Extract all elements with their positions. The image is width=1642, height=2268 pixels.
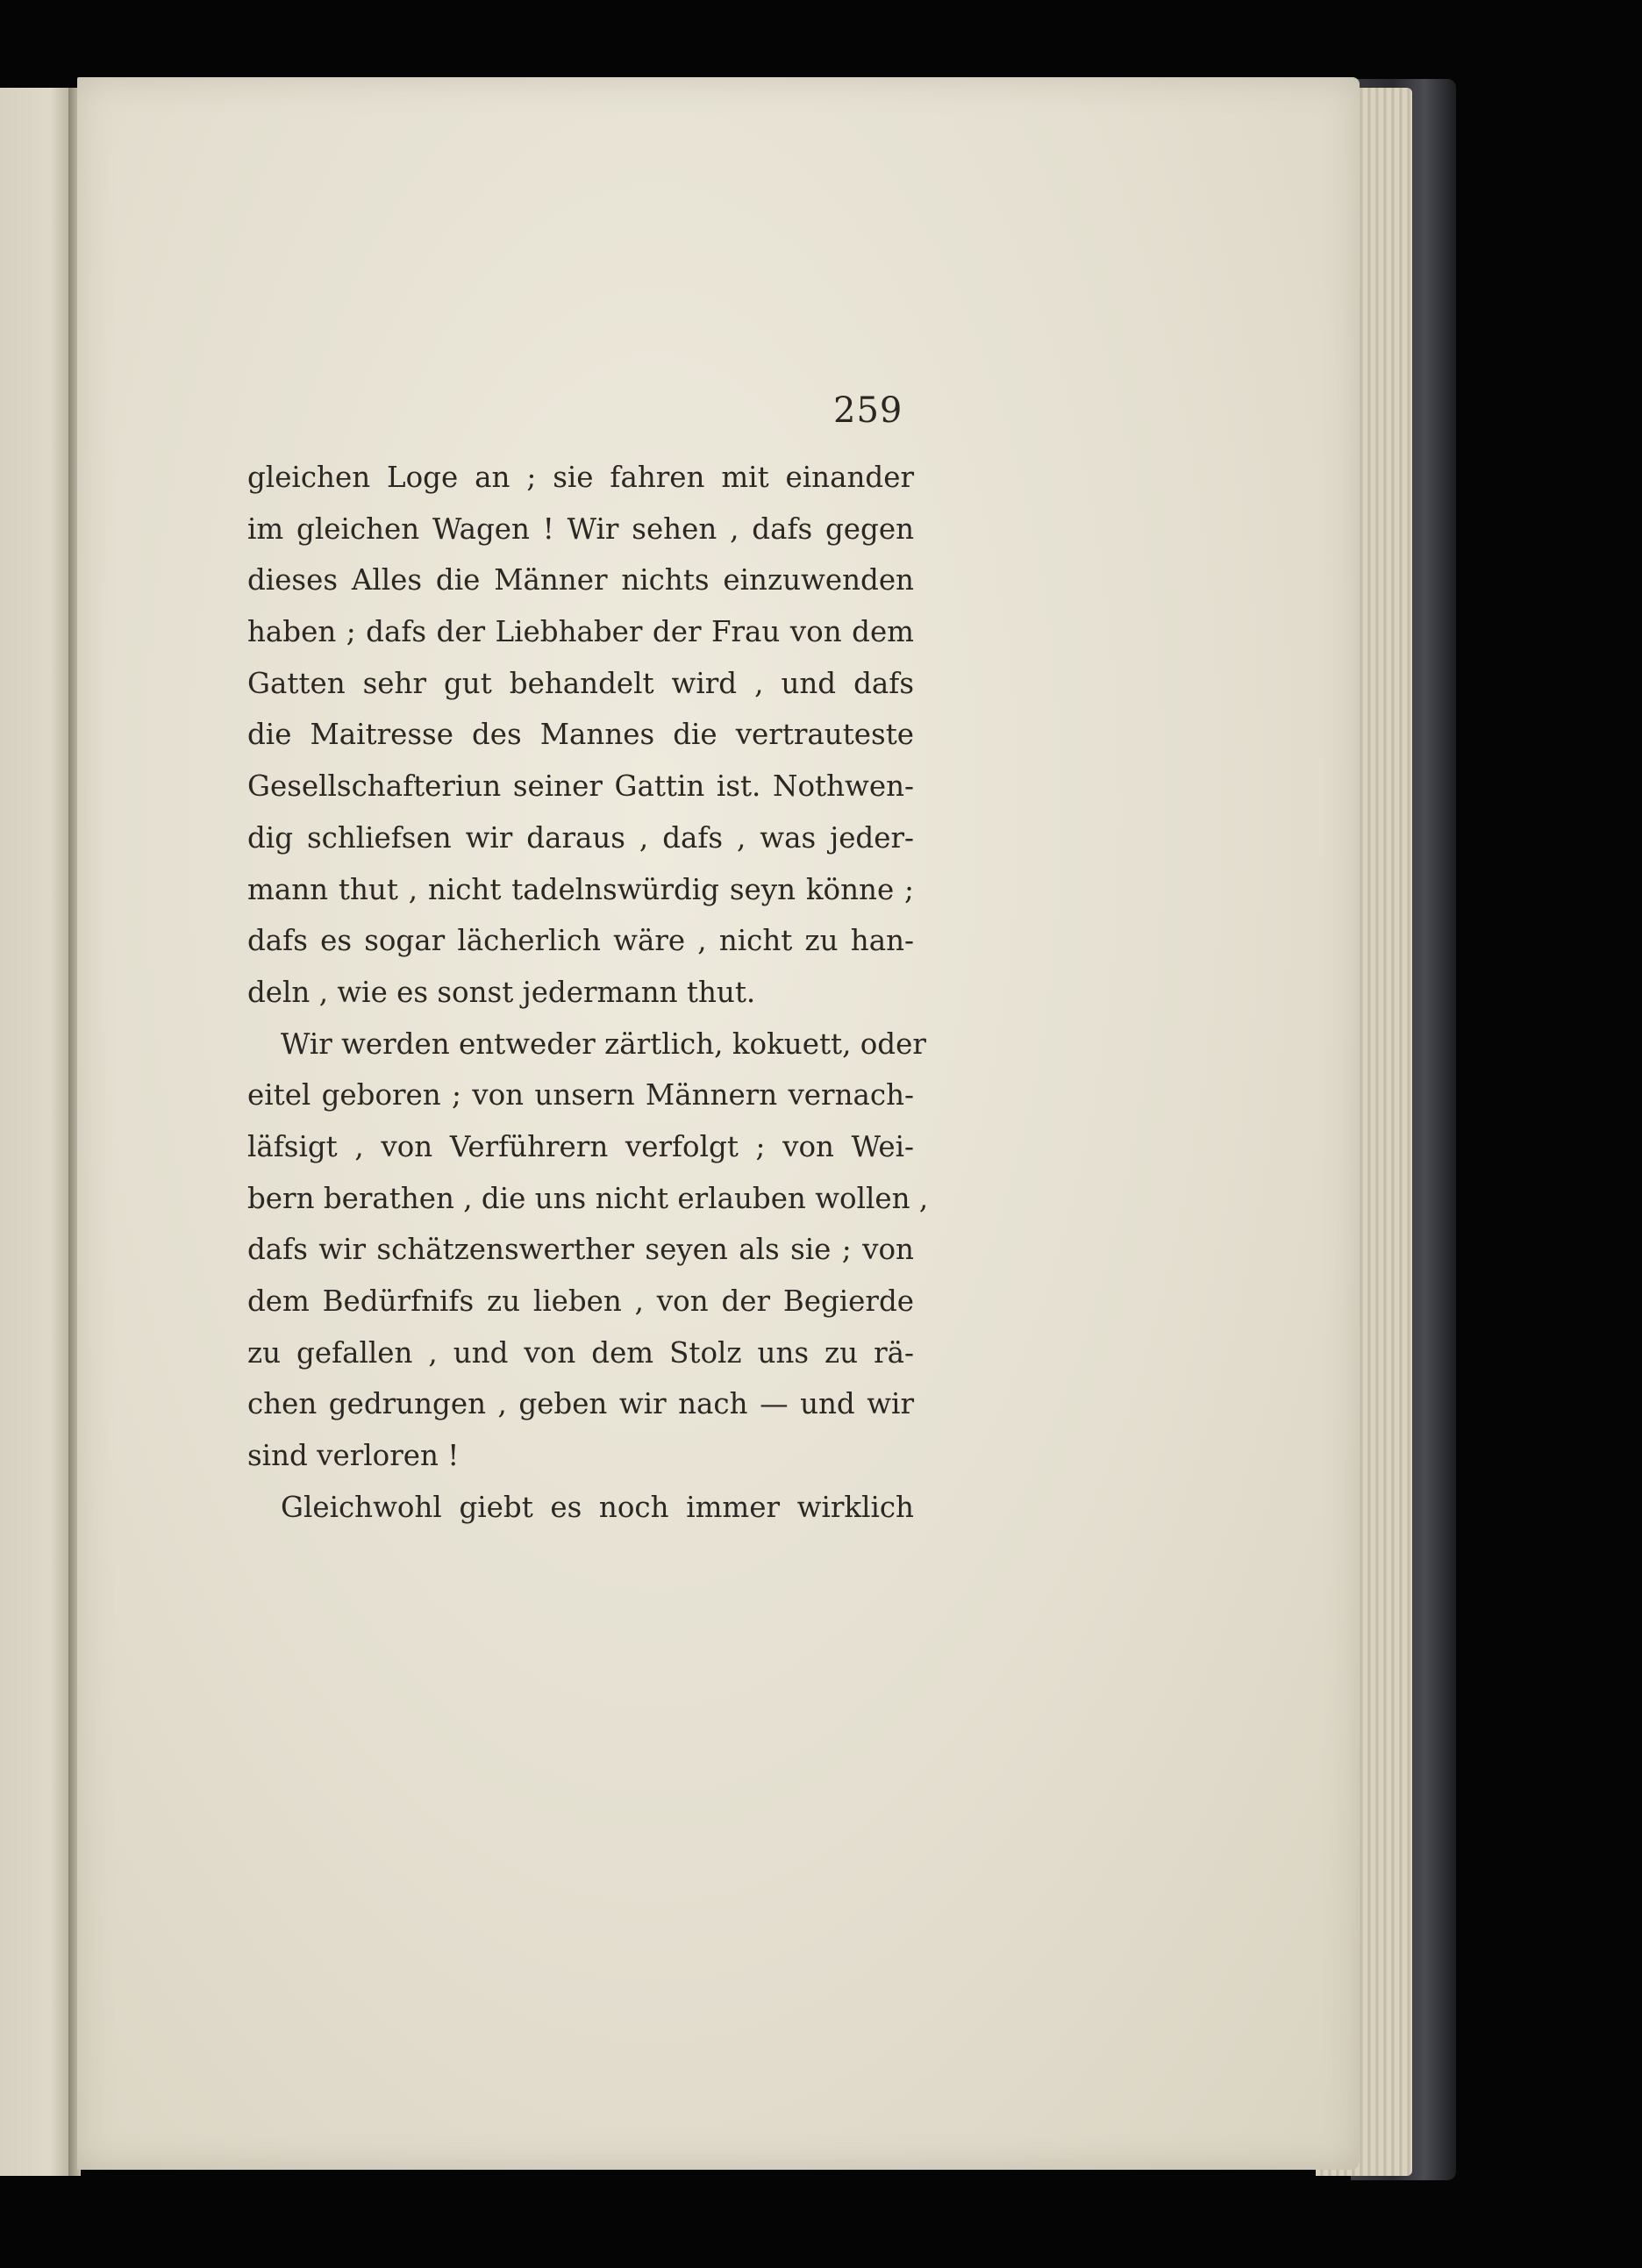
text-line: deln , wie es sonst jedermann thut. bbox=[247, 975, 756, 1009]
text-line: gleichen Loge an ; sie fahren mit einander bbox=[247, 461, 914, 494]
text-line: sind verloren ! bbox=[247, 1439, 460, 1473]
text-line: haben ; dafs der Liebhaber der Frau von dem bbox=[247, 615, 914, 649]
text-line: dieses Alles die Männer nichts einzuwenden bbox=[247, 563, 914, 597]
text-line: mann thut , nicht tadelnswürdig seyn könne ; bbox=[247, 872, 914, 906]
text-line: chen gedrungen , geben wir nach — und wir bbox=[247, 1387, 914, 1421]
text-line: eitel geboren ; von unsern Männern vernach- bbox=[247, 1078, 914, 1113]
text-line: Gleichwohl giebt es noch immer wirklich bbox=[281, 1490, 914, 1524]
text-line: Gesellschafteriun seiner Gattin ist. Nothwen- bbox=[247, 769, 914, 804]
text-line: läfsigt , von Verführern verfolgt ; von Wei- bbox=[247, 1129, 914, 1163]
text-line: zu gefallen , und von dem Stolz uns zu rä- bbox=[247, 1335, 914, 1370]
text-line: Gatten sehr gut behandelt wird , und dafs bbox=[247, 666, 914, 700]
text-line: die Maitresse des Mannes die vertrauteste bbox=[247, 718, 914, 752]
left-page-fragment bbox=[0, 88, 72, 2176]
text-line: dafs es sogar lächerlich wäre , nicht zu han- bbox=[247, 924, 914, 958]
text-line: dafs wir schätzenswerther seyen als sie ; von bbox=[247, 1233, 914, 1267]
text-line: dem Bedürfnifs zu lieben , von der Begierde bbox=[247, 1284, 914, 1318]
page-number: 259 bbox=[833, 390, 903, 431]
text-line: Wir werden entweder zärtlich, kokuett, oder bbox=[281, 1027, 926, 1061]
text-line: bern berathen , die uns nicht erlauben wollen , bbox=[247, 1181, 929, 1215]
page-text bbox=[247, 452, 929, 1533]
text-line: im gleichen Wagen ! Wir sehen , dafs gegen bbox=[247, 512, 914, 546]
text-line: dig schliefsen wir daraus , dafs , was jeder- bbox=[247, 820, 914, 855]
